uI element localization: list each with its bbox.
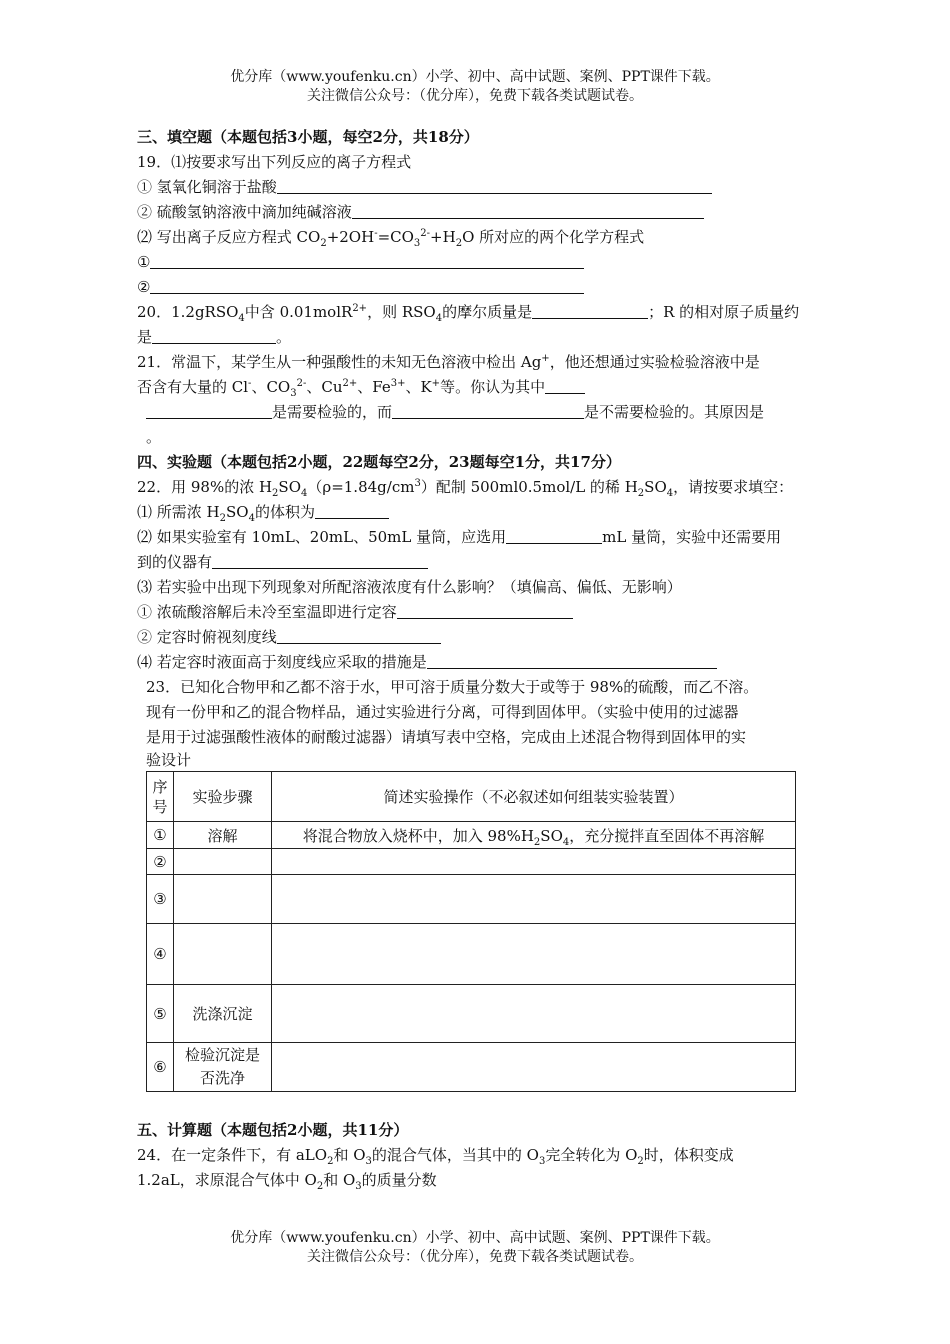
q20-text-d: 的摩尔质量是: [442, 303, 533, 321]
superscript: 2-: [296, 378, 307, 389]
q22-text-a: 22．用 98%的浓 H: [137, 478, 273, 496]
q22-text-b: SO: [278, 478, 301, 496]
q24-text-d: 完全转化为 O: [545, 1146, 638, 1164]
q23-line-3: 是用于过滤强酸性液体的耐酸过滤器）请填写表中空格，完成由上述混合物得到固体甲的实: [146, 728, 747, 746]
answer-blank[interactable]: [212, 553, 428, 569]
subscript: 3: [413, 238, 421, 249]
q21-text-h: 等。你认为其中: [440, 378, 546, 396]
q19-2-text-c: =CO: [377, 228, 414, 246]
row-step-2: 否洗净: [199, 1069, 245, 1087]
page-footer-line-2: 关注微信公众号：（优分库），免费下载各类试题试卷。: [307, 1249, 643, 1265]
table-row: [147, 985, 796, 1043]
superscript: -: [248, 378, 252, 389]
answer-blank[interactable]: [150, 253, 584, 269]
q22-1-text-b: SO: [226, 503, 249, 521]
subscript: 3: [538, 1156, 546, 1167]
superscript: +: [541, 353, 550, 364]
q22-text-c: （ρ=1.84g/cm: [307, 478, 415, 496]
q22-part-3-b: [137, 625, 441, 649]
subscript: 2: [637, 488, 645, 499]
row-operation-input[interactable]: [272, 924, 796, 985]
q21-text-j: 是不需要检验的。其原因是: [584, 403, 765, 421]
q21-line-4: 。: [146, 428, 162, 446]
q19-item-b-text: ② 硫酸氢钠溶液中滴加纯碱溶液: [137, 203, 352, 221]
table-row: [147, 1043, 796, 1092]
q19-item-a-text: ① 氢氧化铜溶于盐酸: [137, 178, 277, 196]
page-header-line-2: 关注微信公众号：（优分库），免费下载各类试题试卷。: [307, 88, 643, 104]
q22-intro: [137, 475, 793, 499]
q22-2-text-c: 到的仪器有: [137, 553, 213, 571]
q22-text-f: ，请按要求填空：: [673, 478, 794, 496]
q22-part-3-a: [137, 600, 573, 624]
q24-text-e: 时，体积变成: [643, 1146, 734, 1164]
row-step: 洗涤沉淀: [174, 985, 272, 1043]
header-operation: 简述实验操作（不必叙述如何组装实验装置）: [272, 772, 796, 822]
q24-text-a: 24．在一定条件下，有 aLO: [137, 1146, 328, 1164]
answer-blank[interactable]: [506, 528, 602, 544]
page-header-line-1: 优分库（www.youfenku.cn）小学、初中、高中试题、案例、PPT课件下载。: [230, 69, 720, 85]
row-operation-a: 将混合物放入烧杯中，加入 98%H: [302, 826, 534, 845]
row-no: ④: [147, 924, 174, 985]
superscript: 3+: [390, 378, 406, 389]
answer-blank[interactable]: [152, 328, 276, 344]
section-4-title: 四、实验题（本题包括2小题，22题每空2分，23题每空1分，共17分）: [137, 453, 621, 471]
q22-text-e: SO: [644, 478, 667, 496]
q22-part-2-cont: [137, 550, 428, 574]
row-step: [174, 1043, 272, 1092]
superscript: +: [431, 378, 441, 389]
q23-line-1: 23．已知化合物甲和乙都不溶于水，甲可溶于质量分数大于或等于 98%的硫酸，而乙不溶。: [146, 678, 759, 696]
table-row: [147, 822, 796, 849]
table-row: [147, 875, 796, 924]
superscript: 2+: [352, 303, 368, 314]
q22-1-text-c: 的体积为: [254, 503, 315, 521]
q22-2-text-a: ⑵ 如果实验室有 10mL、20mL、50mL 量筒，应选用: [137, 528, 507, 546]
q21-line-1: [137, 350, 760, 374]
row-operation-input[interactable]: [272, 849, 796, 875]
q19-part-2: [137, 225, 644, 249]
q19-item-c: [137, 250, 584, 274]
answer-blank[interactable]: [146, 403, 272, 419]
q22-1-text-a: ⑴ 所需浓 H: [137, 503, 220, 521]
subscript: 2: [327, 1156, 334, 1167]
table-row: [147, 924, 796, 985]
subscript: 3: [365, 1156, 372, 1167]
q24-text-f: 1.2aL，求原混合气体中 O: [137, 1171, 317, 1189]
row-no: ⑤: [147, 985, 174, 1043]
section-5-title: 五、计算题（本题包括2小题，共11分）: [137, 1121, 409, 1139]
row-operation: [272, 822, 796, 849]
q23-line-2: 现有一份甲和乙的混合物样品，通过实验进行分离，可得到固体甲。（实验中使用的过滤器: [146, 703, 739, 721]
q20-line-2: [137, 325, 291, 349]
subscript: 2: [637, 1156, 644, 1167]
q22-part-4: [137, 650, 717, 674]
q22-3b-text: ② 定容时俯视刻度线: [137, 628, 277, 646]
header-no: [147, 772, 174, 822]
row-step-input[interactable]: [174, 875, 272, 924]
answer-blank[interactable]: [427, 653, 717, 669]
q19-item-d: [137, 275, 584, 299]
q19-item-d-label: ②: [137, 278, 151, 296]
q22-3a-text: ① 浓硫酸溶解后未冷至室温即进行定容: [137, 603, 397, 621]
q21-line-2: [137, 375, 585, 399]
table-header-row: [147, 772, 796, 822]
subscript: 3: [290, 388, 297, 399]
subscript: 4: [666, 488, 674, 499]
q21-line-3: [146, 400, 764, 424]
q20-text-f: 是: [137, 328, 153, 346]
experiment-table: [146, 771, 796, 1092]
subscript: 2: [320, 238, 327, 249]
q19-2-text-a: ⑵ 写出离子反应方程式 CO: [137, 228, 321, 246]
q22-2-text-b: mL 量筒，实验中还需要用: [602, 528, 782, 546]
answer-blank[interactable]: [277, 628, 441, 644]
q21-text-g: 、K: [405, 378, 432, 396]
q24-line-1: [137, 1143, 734, 1167]
answer-blank[interactable]: [545, 378, 585, 394]
subscript: 4: [562, 836, 570, 848]
q19-item-a: [137, 175, 712, 199]
answer-blank[interactable]: [315, 503, 389, 519]
header-no-1: 序: [152, 777, 168, 796]
q22-text-d: ）配制 500ml0.5mol/L 的稀 H: [420, 478, 638, 496]
q20-text-a: 20．1.2gRSO: [137, 303, 239, 321]
q24-text-c: 的混合气体，当其中的 O: [371, 1146, 539, 1164]
q23-line-4: 验设计: [146, 751, 192, 769]
superscript: 3: [414, 478, 421, 489]
q20-text-e: ；R 的相对原子质量约: [648, 303, 800, 321]
q20-text-c: ，则 RSO: [367, 303, 436, 321]
row-step-1: 检验沉淀是: [184, 1046, 260, 1064]
q19-2-text-e: O 所对应的两个化学方程式: [462, 228, 645, 246]
section-3-title: 三、填空题（本题包括3小题，每空2分，共18分）: [137, 128, 479, 146]
row-no: ③: [147, 875, 174, 924]
q24-text-b: 和 O: [333, 1146, 366, 1164]
q20-text-b: 中含 0.01molR: [244, 303, 353, 321]
subscript: 4: [301, 488, 308, 499]
q24-line-2: [137, 1168, 437, 1192]
answer-blank[interactable]: [532, 303, 648, 319]
q21-text-f: 、Fe: [357, 378, 391, 396]
answer-blank[interactable]: [352, 203, 704, 219]
q24-text-h: 的质量分数: [361, 1171, 437, 1189]
subscript: 2: [316, 1181, 324, 1192]
q19-item-b: [137, 200, 704, 224]
answer-blank[interactable]: [277, 178, 712, 194]
row-step-input[interactable]: [174, 849, 272, 875]
q21-text-a: 21．常温下，某学生从一种强酸性的未知无色溶液中检出 Ag: [137, 353, 542, 371]
q20-line-1: [137, 300, 799, 324]
row-no: ②: [147, 849, 174, 875]
row-operation-c: ，充分搅拌直至固体不再溶解: [569, 826, 765, 845]
q19-2-text-d: +H: [430, 228, 456, 246]
q21-text-d: 、CO: [251, 378, 291, 396]
header-step: 实验步骤: [174, 772, 272, 822]
q24-text-g: 和 O: [323, 1171, 356, 1189]
q19-2-text-b: +2OH: [326, 228, 375, 246]
row-operation-input[interactable]: [272, 985, 796, 1043]
q22-part-1: [137, 500, 389, 524]
q20-text-g: 。: [276, 328, 292, 346]
row-operation-input[interactable]: [272, 875, 796, 924]
q22-part-3: ⑶ 若实验中出现下列现象对所配溶液浓度有什么影响？（填偏高、偏低、无影响）: [137, 578, 682, 596]
answer-blank[interactable]: [150, 278, 584, 294]
row-operation-b: SO: [540, 826, 563, 845]
q22-4-text: ⑷ 若定容时液面高于刻度线应采取的措施是: [137, 653, 427, 671]
superscript: 2+: [342, 378, 358, 389]
subscript: 2: [455, 238, 463, 249]
q21-text-e: 、Cu: [306, 378, 343, 396]
superscript: 2-: [420, 228, 431, 239]
row-step-input[interactable]: [174, 924, 272, 985]
q19-item-c-label: ①: [137, 253, 151, 271]
q21-text-b: ，他还想通过实验检验溶液中是: [549, 353, 760, 371]
table-row: [147, 849, 796, 875]
subscript: 4: [435, 313, 443, 324]
superscript: -: [374, 228, 378, 239]
q21-text-i: 是需要检验的，而: [272, 403, 393, 421]
q22-part-2: [137, 525, 781, 549]
answer-blank[interactable]: [392, 403, 584, 419]
q21-text-c: 否含有大量的 Cl: [137, 378, 249, 396]
row-no: ①: [147, 822, 174, 849]
q19-intro: 19．⑴按要求写出下列反应的离子方程式: [137, 153, 412, 171]
subscript: 4: [238, 313, 245, 324]
answer-blank[interactable]: [397, 603, 573, 619]
page-footer-line-1: 优分库（www.youfenku.cn）小学、初中、高中试题、案例、PPT课件下载。: [230, 1230, 720, 1246]
header-no-2: 号: [152, 797, 168, 816]
subscript: 2: [272, 488, 279, 499]
subscript: 3: [355, 1181, 362, 1192]
row-operation-input[interactable]: [272, 1043, 796, 1092]
row-step: 溶解: [174, 822, 272, 849]
subscript: 4: [248, 513, 255, 524]
subscript: 2: [219, 513, 226, 524]
row-no: ⑥: [147, 1043, 174, 1092]
subscript: 2: [533, 836, 541, 848]
